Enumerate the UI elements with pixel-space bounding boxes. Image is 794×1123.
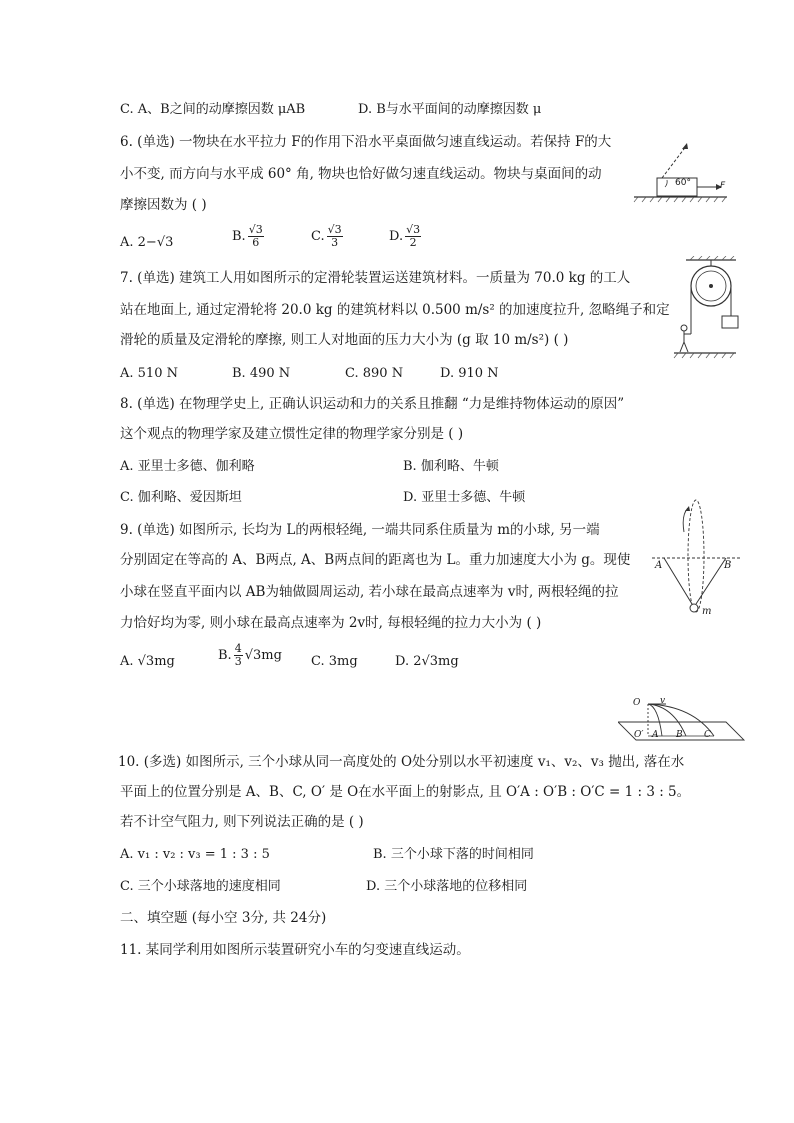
q10-point-o-label: O bbox=[633, 698, 641, 708]
q10-point-o-prime-label: O′ bbox=[634, 730, 644, 740]
q7-option-a: A. 510 N bbox=[120, 366, 178, 381]
q7-option-b: B. 490 N bbox=[232, 366, 291, 381]
q10-option-c: C. 三个小球落地的速度相同 bbox=[120, 879, 281, 894]
q7-option-c: C. 890 N bbox=[345, 366, 404, 381]
q7-stem-line1: 7. (单选) 建筑工人用如图所示的定滑轮装置运送建筑材料。一质量为 70.0 kg 的工人 bbox=[120, 270, 631, 286]
q6-option-c: C. $\frac{√3}{3}$ bbox=[311, 223, 342, 249]
q11-stem: 11. 某同学利用如图所示装置研究小车的匀变速直线运动。 bbox=[120, 942, 470, 958]
q6-stem-line1: 6. (单选) 一物块在水平拉力 F的作用下沿水平桌面做匀速直线运动。若保持 F的大 bbox=[120, 134, 612, 150]
q9-option-a: A. √3mg bbox=[120, 654, 175, 669]
q10-point-a-label: A bbox=[652, 730, 659, 740]
q10-option-a: A. v₁ : v₂ : v₃ = 1 : 3 : 5 bbox=[120, 847, 270, 862]
q7-stem-line3: 滑轮的质量及定滑轮的摩擦, 则工人对地面的压力大小为 (g 取 10 m/s²) ( ) bbox=[120, 332, 569, 348]
q6-option-d: D. $\frac{√3}{2}$ bbox=[389, 223, 421, 249]
q6-stem-line3: 摩擦因数为 ( ) bbox=[120, 197, 207, 213]
q9-point-a-label: A bbox=[655, 560, 663, 571]
q9-mass-label: m bbox=[702, 606, 712, 617]
q5-option-d: D. B与水平面间的动摩擦因数 μ bbox=[358, 102, 542, 117]
q10-velocity-label: v bbox=[660, 696, 666, 706]
q6-block-force-figure bbox=[632, 140, 732, 210]
q10-stem-line3: 若不计空气阻力, 则下列说法正确的是 ( ) bbox=[120, 814, 364, 830]
q10-point-b-label: B bbox=[676, 730, 683, 740]
q6-option-a: A. 2−√3 bbox=[120, 235, 174, 250]
q9-point-b-label: B bbox=[724, 560, 732, 571]
q10-stem-line2: 平面上的位置分别是 A、B、C, O′ 是 O在水平面上的射影点, 且 O′A : O′B : O′C = 1 : 3 : 5。 bbox=[120, 784, 691, 800]
q10-stem-line1: 10. (多选) 如图所示, 三个小球从同一高度处的 O处分别以水平初速度 v₁、v₂、v₃ 抛出, 落在水 bbox=[118, 754, 685, 770]
q6-force-label: F bbox=[720, 181, 726, 191]
q10-option-d: D. 三个小球落地的位移相同 bbox=[366, 879, 528, 894]
q6-angle-label: 60° bbox=[675, 178, 691, 188]
q9-option-b: B. $\frac{4}{3}$ √3mg bbox=[218, 642, 282, 668]
q5-option-c: C. A、B之间的动摩擦因数 μAB bbox=[120, 102, 306, 117]
q8-stem-line1: 8. (单选) 在物理学史上, 正确认识运动和力的关系且推翻 “力是维持物体运动的原因” bbox=[120, 396, 625, 412]
q8-option-b: B. 伽利略、牛顿 bbox=[403, 459, 499, 474]
q9-stem-line3: 小球在竖直平面内以 AB为轴做圆周运动, 若小球在最高点速率为 v时, 两根轻绳的拉 bbox=[120, 584, 619, 600]
q10-option-b: B. 三个小球下落的时间相同 bbox=[373, 847, 534, 862]
q7-stem-line2: 站在地面上, 通过定滑轮将 20.0 kg 的建筑材料以 0.500 m/s² 的加速度拉升, 忽略绳子和定 bbox=[120, 302, 670, 318]
q9-rotating-ball-figure bbox=[650, 496, 742, 620]
q6-option-b: B. $\frac{√3}{6}$ bbox=[232, 223, 263, 249]
q9-stem-line4: 力恰好均为零, 则小球在最高点速率为 2v时, 每根轻绳的拉力大小为 ( ) bbox=[120, 615, 542, 631]
q8-option-a: A. 亚里士多德、伽利略 bbox=[120, 459, 255, 474]
q7-pulley-figure bbox=[670, 256, 740, 360]
q9-option-d: D. 2√3mg bbox=[395, 654, 459, 669]
q9-option-c: C. 3mg bbox=[311, 654, 358, 669]
q8-option-d: D. 亚里士多德、牛顿 bbox=[403, 490, 526, 505]
q10-point-c-label: C bbox=[704, 730, 711, 740]
section-heading-fill-in: 二、填空题 (每小空 3分, 共 24分) bbox=[120, 910, 327, 926]
q9-stem-line1: 9. (单选) 如图所示, 长均为 L的两根轻绳, 一端共同系住质量为 m的小球, 另一端 bbox=[120, 522, 600, 538]
q6-stem-line2: 小不变, 而方向与水平成 60° 角, 物块也恰好做匀速直线运动。物块与桌面间的动 bbox=[120, 166, 602, 182]
q9-stem-line2: 分别固定在等高的 A、B两点, A、B两点间的距离也为 L。重力加速度大小为 g。现使 bbox=[120, 552, 631, 568]
q7-option-d: D. 910 N bbox=[440, 366, 499, 381]
q8-stem-line2: 这个观点的物理学家及建立惯性定律的物理学家分别是 ( ) bbox=[120, 426, 464, 442]
q8-option-c: C. 伽利略、爱因斯坦 bbox=[120, 490, 242, 505]
